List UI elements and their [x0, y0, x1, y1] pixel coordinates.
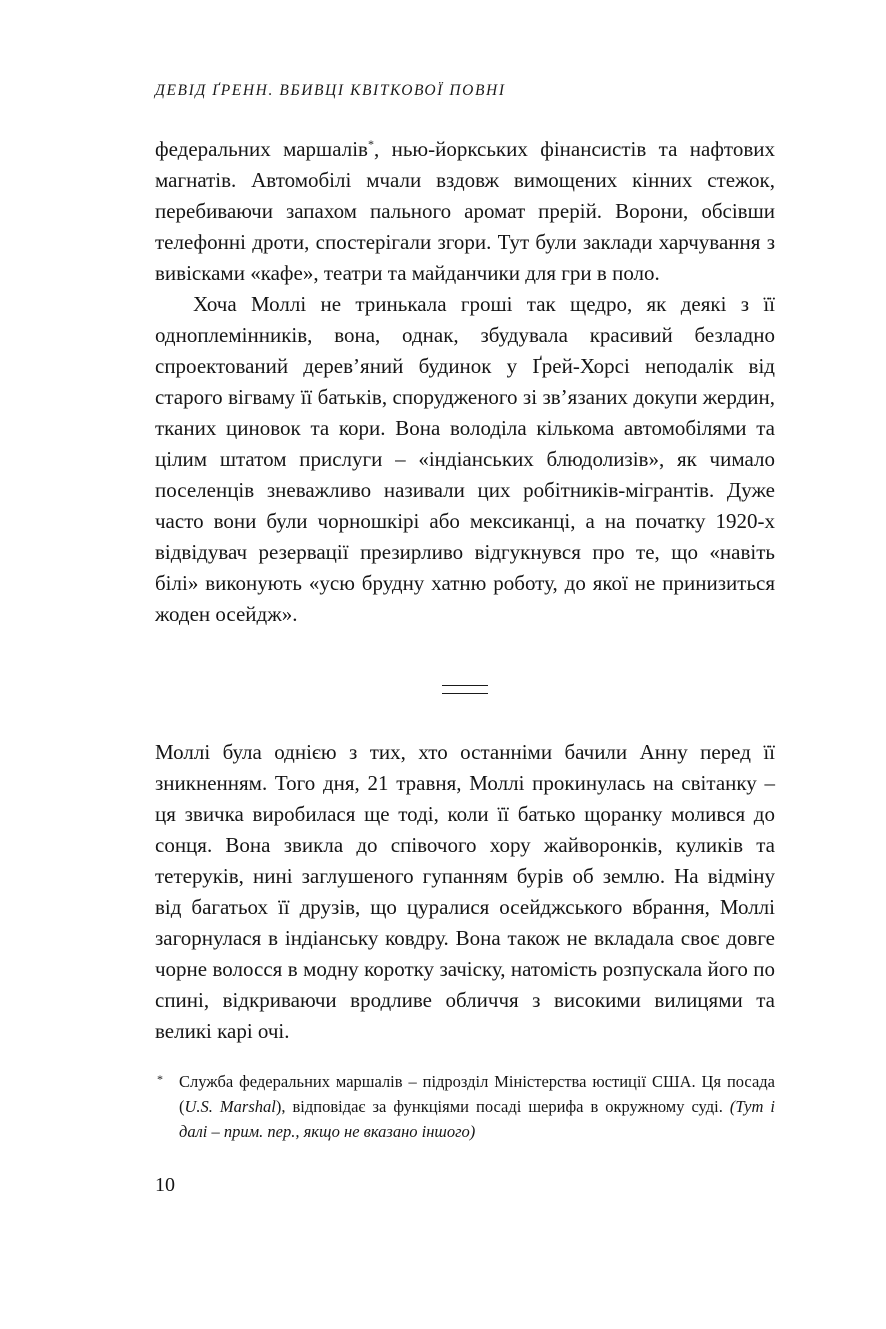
- footnote-reference: *: [367, 137, 374, 151]
- paragraph-1-post: , нью-йоркських фінансистів та нафтових магнатів. Автомобілі мчали вздовж вимощених кінних стежок, перебиваючи запахом пального аромат прерій. Ворони, обсівши телефонні дроти, спостерігали згори. Тут були заклади харчування з вивісками «кафе», театри та майданчики для гри в поло.: [155, 137, 775, 285]
- footnote: [155, 1069, 775, 1144]
- section-divider: [155, 672, 775, 703]
- footnote-seg-3: ), відповідає за функціями посаді шерифа в окружному суді.: [275, 1097, 730, 1116]
- body-text: [155, 134, 775, 1047]
- footnote-text: [179, 1072, 775, 1141]
- footnote-marker: *: [157, 1072, 163, 1086]
- running-head-text: ДЕВІД ҐРЕНН. ВБИВЦІ КВІТКОВОЇ ПОВНІ: [155, 82, 506, 99]
- running-head: [155, 82, 775, 100]
- footnote-seg-1: Служба федеральних маршалів – підрозділ Міністерства юстиції США. Ця посада (: [179, 1072, 775, 1116]
- double-rule-icon: [442, 685, 488, 694]
- paragraph-3: Моллі була однією з тих, хто останніми бачили Анну перед її зникненням. Того дня, 21 травня, Моллі прокинулась на світанку – ця звичка виробилася ще тоді, коли її батько щоранку молився до сонця. Вона звикла до співочого хору жайворонків, куликів та тетеруків, нині заглушеного гупанням бурів об землю. На відміну від багатьох її друзів, що цуралися осейджського вбрання, Моллі загорнулася в індіанську ковдру. Вона також не вкладала своє довге чорне волосся в модну коротку зачіску, натомість розпускала його по спині, відкриваючи вродливе обличчя з високими вилицями та великі карі очі.: [155, 740, 775, 1043]
- paragraph-2: Хоча Моллі не тринькала гроші так щедро, як деякі з її одноплемінників, вона, однак, збудувала красивий безладно спроектований дерев’яний будинок у Ґрей-Хорсі неподалік від старого вігваму її батьків, спорудженого зі зв’язаних докупи жердин, тканих циновок та кори. Вона володіла кількома автомобілями та цілим штатом прислуги – «індіанських блюдолизів», як чимало поселенців зневажливо називали цих робітників-мігрантів. Дуже часто вони були чорношкірі або мексиканці, а на початку 1920-х відвідувач резервації презирливо відгукнувся про те, що «навіть білі» виконують «усю брудну хатню роботу, до якої не принизиться жоден осейдж».: [155, 292, 775, 626]
- paragraph-1-pre: федеральних маршалів: [155, 137, 368, 161]
- footnote-seg-2-italic: U.S. Marshal: [184, 1097, 276, 1116]
- footnote-seg-4-italic: (Тут і далі – прим. пер., якщо не вказано іншого): [179, 1097, 775, 1141]
- paragraph-1: [155, 134, 775, 289]
- page-number: 10: [155, 1174, 175, 1196]
